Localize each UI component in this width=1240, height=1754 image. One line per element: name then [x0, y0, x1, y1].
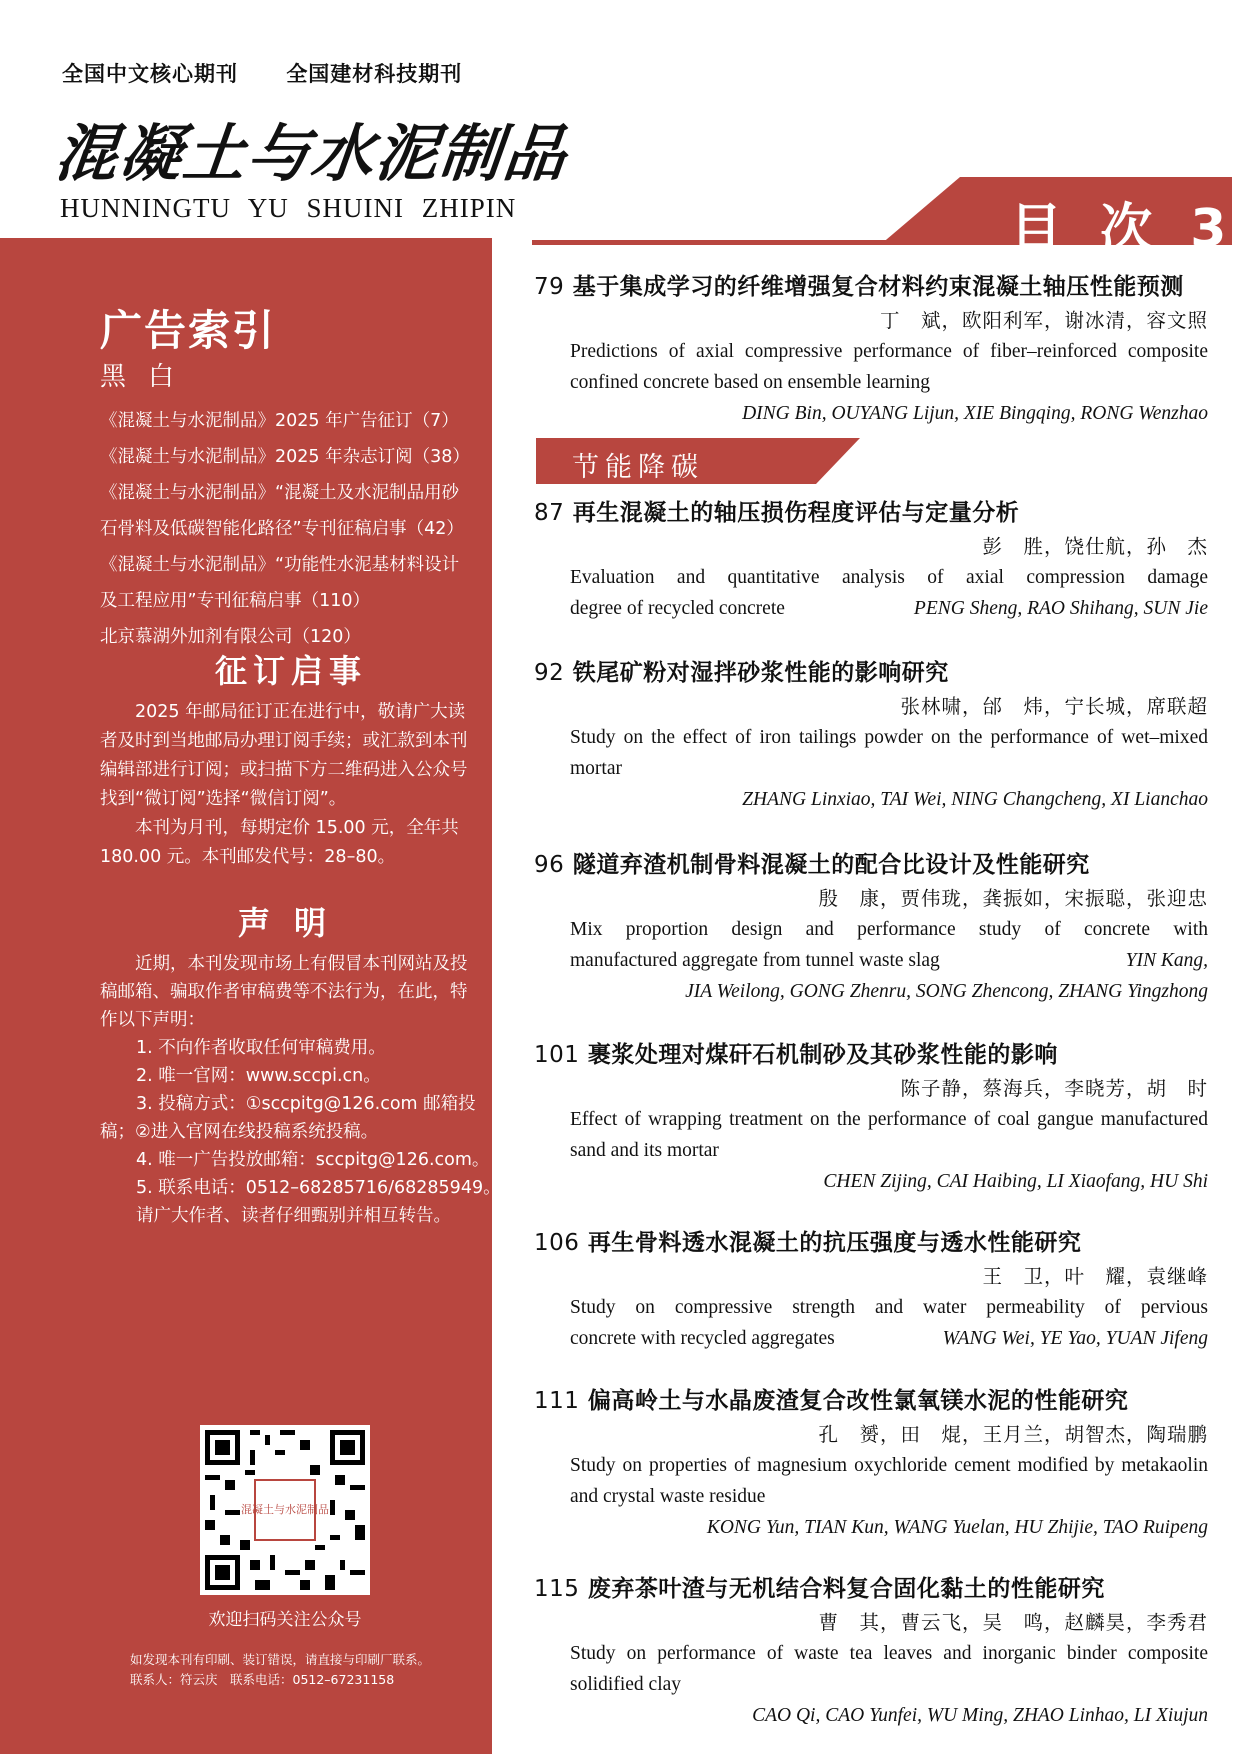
entry-page: 96: [534, 852, 565, 878]
toc-label: 目 次 3: [1010, 199, 1237, 259]
entry-english-title: Study on compressive strength and water permeability of pervious: [570, 1297, 1208, 1318]
entry-english-title: Study on performance of waste tea leaves and inorganic binder composite solidified clay: [570, 1643, 1208, 1695]
entry-english-line: [534, 945, 1208, 976]
svg-text:混凝土与水泥制品: 混凝土与水泥制品: [241, 1503, 329, 1516]
qr-caption: 欢迎扫码关注公众号: [208, 1610, 362, 1630]
subscription-paragraph: 2025 年邮局征订正在进行中，敬请广大读者及时到当地邮局办理订阅手续；或汇款到本刊编辑部进行订阅；或扫描下方二维码进入公众号找到“微订阅”选择“微信订阅”。: [100, 702, 468, 809]
ad-item: 《混凝土与水泥制品》“混凝土及水泥制品用砂: [100, 483, 460, 503]
statement-item: 5. 联系电话：0512–68285716/68285949。: [136, 1178, 501, 1198]
entry-english-authors: WANG Wei, YE Yao, YUAN Jifeng: [942, 1328, 1208, 1349]
entry-english-title: Evaluation and quantitative analysis of axial compression damage: [570, 567, 1208, 588]
entry-title[interactable]: [534, 654, 1208, 687]
entry-authors: 孔 赟，田 焜，王月兰，胡智杰，陶瑞鹏: [818, 1423, 1208, 1446]
entry-english-authors: CHEN Zijing, CAI Haibing, LI Xiaofang, HU Shi: [823, 1171, 1208, 1192]
entry-page: 115: [534, 1576, 580, 1602]
entry-english-title: Mix proportion design and performance study of concrete with: [570, 919, 1208, 940]
subscription-price: 本刊为月刊，每期定价 15.00 元，全年共180.00 元。本刊邮发代号：28–80。: [100, 818, 459, 867]
entry-english-title-cont: manufactured aggregate from tunnel waste slag: [570, 950, 940, 971]
entry-page: 79: [534, 274, 565, 300]
ad-index-title: 广告索引: [100, 306, 277, 355]
entry-english-authors: ZHANG Linxiao, TAI Wei, NING Changcheng, XI Lianchao: [742, 789, 1208, 810]
statement-item: 1. 不向作者收取任何审稿费用。: [136, 1038, 386, 1058]
toc-entry[interactable]: [534, 1224, 1208, 1354]
statement-closing: 请广大作者、读者仔细甄别并相互转告。: [136, 1206, 451, 1226]
subscription-notice: [100, 698, 480, 872]
toc-entry[interactable]: [534, 1036, 1208, 1197]
entry-english-title: Study on the effect of iron tailings powder on the performance of wet–mixed mortar: [570, 727, 1208, 779]
ad-item: 《混凝土与水泥制品》2025 年杂志订阅（38）: [100, 447, 470, 467]
entry-english-line: [534, 593, 1208, 624]
entry-title-text: 废弃茶叶渣与无机结合料复合固化黏土的性能研究: [587, 1576, 1105, 1602]
statement-item: 2. 唯一官网：www.sccpi.cn。: [136, 1066, 381, 1086]
toc-entry[interactable]: [534, 654, 1208, 815]
entry-authors: 陈子静，蔡海兵，李晓芳，胡 时: [900, 1077, 1208, 1100]
entry-english-title: Study on properties of magnesium oxychloride cement modified by metakaolin and crystal waste residue: [570, 1455, 1208, 1507]
entry-title-text: 基于集成学习的纤维增强复合材料约束混凝土轴压性能预测: [572, 274, 1184, 300]
toc-entry[interactable]: [534, 494, 1208, 624]
footnote-line: 如发现本刊有印刷、装订错误，请直接与印刷厂联系。: [130, 1652, 431, 1667]
entry-english-title: Predictions of axial compressive performance of fiber–reinforced composite confined concrete based on ensemble learning: [570, 341, 1208, 393]
section-label: 节能降碳: [572, 452, 704, 483]
entry-title-text: 偏高岭土与水晶废渣复合改性氯氧镁水泥的性能研究: [587, 1388, 1129, 1414]
entry-title-text: 再生骨料透水混凝土的抗压强度与透水性能研究: [587, 1230, 1082, 1256]
entry-english-authors: PENG Sheng, RAO Shihang, SUN Jie: [913, 598, 1208, 619]
statement-item: 4. 唯一广告投放邮箱：sccpitg@126.com。: [136, 1150, 490, 1170]
ad-item: 《混凝土与水泥制品》“功能性水泥基材料设计: [100, 555, 460, 575]
entry-title-text: 隧道弃渣机制骨料混凝土的配合比设计及性能研究: [572, 852, 1090, 878]
toc-entry[interactable]: [534, 1570, 1208, 1731]
entry-authors: 丁 斌，欧阳利军，谢冰清，容文照: [879, 309, 1208, 332]
header-tags: [62, 58, 502, 88]
entry-title[interactable]: [534, 268, 1208, 301]
entry-page: 92: [534, 660, 565, 686]
toc-entry[interactable]: [534, 1382, 1208, 1543]
entry-english-line: [534, 1323, 1208, 1354]
entry-page: 111: [534, 1388, 580, 1414]
entry-page: 106: [534, 1230, 580, 1256]
entry-title-text: 铁尾矿粉对湿拌砂浆性能的影响研究: [572, 660, 949, 686]
journal-pinyin: HUNNINGTU YU SHUINI ZHIPIN: [60, 193, 517, 223]
journal-tag-building: 全国建材科技期刊: [286, 62, 463, 86]
entry-title-text: 裹浆处理对煤矸石机制砂及其砂浆性能的影响: [587, 1042, 1058, 1068]
entry-english-authors: CAO Qi, CAO Yunfei, WU Ming, ZHAO Linhao, LI Xiujun: [752, 1705, 1208, 1726]
entry-english-authors: DING Bin, OUYANG Lijun, XIE Bingqing, RONG Wenzhao: [742, 403, 1208, 424]
toc-entry[interactable]: [534, 268, 1208, 429]
entry-english-authors-first: YIN Kang,: [1125, 950, 1208, 971]
entry-page: 101: [534, 1042, 580, 1068]
footnote-contact: 联系人：符云庆 联系电话：0512–67231158: [130, 1672, 395, 1687]
ad-item: 《混凝土与水泥制品》2025 年广告征订（7）: [100, 411, 459, 431]
printing-footnote: [130, 1650, 430, 1690]
journal-masthead: 混凝土与水泥制品: [51, 117, 572, 190]
entry-english-title-cont: degree of recycled concrete: [570, 598, 785, 619]
ad-item: 北京慕湖外加剂有限公司（120）: [100, 627, 361, 647]
entry-authors: 殷 康，贾伟珑，龚振如，宋振聪，张迎忠: [818, 887, 1208, 910]
statement-item-cont: 稿；②进入官网在线投稿系统投稿。: [100, 1122, 379, 1142]
entry-authors: 彭 胜，饶仕航，孙 杰: [982, 535, 1208, 558]
entry-title[interactable]: [534, 1224, 1208, 1257]
entry-english-title: Effect of wrapping treatment on the performance of coal gangue manufactured sand and its mortar: [570, 1109, 1208, 1161]
journal-tag-core: 全国中文核心期刊: [62, 62, 238, 86]
statement-body: [100, 950, 501, 1230]
entry-title[interactable]: [534, 1570, 1208, 1603]
ad-index-subtitle: 黑白: [100, 362, 197, 392]
ad-item: 及工程应用”专刊征稿启事（110）: [100, 591, 370, 611]
entry-title-text: 再生混凝土的轴压损伤程度评估与定量分析: [572, 500, 1020, 526]
entry-title[interactable]: [534, 494, 1208, 527]
entry-authors: 王 卫，叶 耀，袁继峰: [982, 1265, 1208, 1288]
entry-title[interactable]: [534, 1036, 1208, 1069]
entry-page: 87: [534, 500, 565, 526]
ad-item: 石骨料及低碳智能化路径”专刊征稿启事（42）: [100, 519, 464, 539]
entry-english-authors: JIA Weilong, GONG Zhenru, SONG Zhencong, ZHANG Yingzhong: [685, 981, 1208, 1002]
statement-title: 声明: [238, 904, 351, 942]
entry-title[interactable]: [534, 1382, 1208, 1415]
toc-entry[interactable]: [534, 846, 1208, 1007]
entry-english-title-cont: concrete with recycled aggregates: [570, 1328, 835, 1349]
entry-authors: 曹 其，曹云飞，吴 鸣，赵麟昊，李秀君: [818, 1611, 1208, 1634]
statement-item: 3. 投稿方式：①sccpitg@126.com 邮箱投: [136, 1094, 476, 1114]
entry-english-authors: KONG Yun, TIAN Kun, WANG Yuelan, HU Zhijie, TAO Ruipeng: [706, 1517, 1208, 1538]
entry-title[interactable]: [534, 846, 1208, 879]
ad-index-list: [100, 403, 480, 655]
statement-intro: 近期，本刊发现市场上有假冒本刊网站及投稿邮箱、骗取作者审稿费等不法行为，在此，特作以下声明：: [100, 954, 468, 1030]
qr-code-icon[interactable]: [200, 1425, 370, 1595]
subscription-title: 征订启事: [215, 652, 368, 690]
entry-authors: 张林啸，邰 炜，宁长城，席联超: [900, 695, 1208, 718]
